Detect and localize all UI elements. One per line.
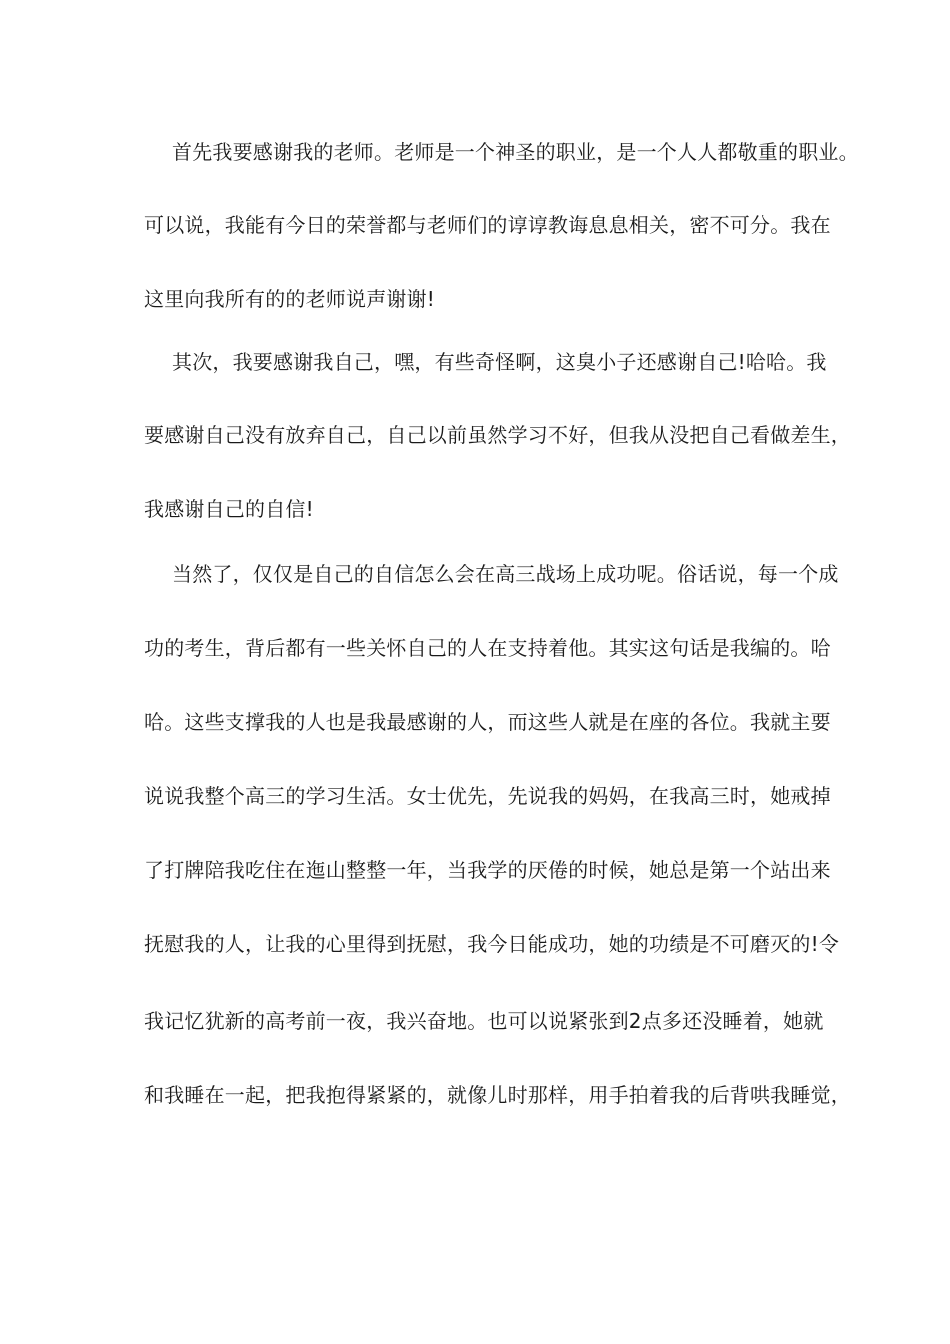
paragraph-3-line-4: 说说我整个高三的学习生活。女士优先，先说我的妈妈，在我高三时，她戒掉	[144, 784, 831, 808]
paragraph-3-line-5: 了打牌陪我吃住在迤山整整一年，当我学的厌倦的时候，她总是第一个站出来	[144, 858, 831, 882]
paragraph-1-line-2: 可以说，我能有今日的荣誉都与老师们的谆谆教诲息息相关，密不可分。我在	[144, 213, 831, 237]
paragraph-1-line-3: 这里向我所有的的老师说声谢谢!	[144, 287, 436, 311]
paragraph-3-line-8: 和我睡在一起，把我抱得紧紧的，就像儿时那样，用手拍着我的后背哄我睡觉，	[144, 1083, 851, 1107]
paragraph-2-line-1: 其次，我要感谢我自己，嘿，有些奇怪啊，这臭小子还感谢自己!哈哈。我	[172, 350, 827, 374]
paragraph-3-line-3: 哈。这些支撑我的人也是我最感谢的人，而这些人就是在座的各位。我就主要	[144, 710, 831, 734]
paragraph-3-line-2: 功的考生，背后都有一些关怀自己的人在支持着他。其实这句话是我编的。哈	[144, 636, 831, 660]
paragraph-2-line-3: 我感谢自己的自信!	[144, 497, 314, 521]
paragraph-3-line-1: 当然了，仅仅是自己的自信怎么会在高三战场上成功呢。俗话说，每一个成	[172, 562, 839, 586]
paragraph-3-line-7: 我记忆犹新的高考前一夜，我兴奋地。也可以说紧张到2点多还没睡着，她就	[144, 1009, 824, 1033]
paragraph-2-line-2: 要感谢自己没有放弃自己，自己以前虽然学习不好，但我从没把自己看做差生，	[144, 423, 851, 447]
paragraph-3-line-6: 抚慰我的人，让我的心里得到抚慰，我今日能成功，她的功绩是不可磨灭的!令	[144, 932, 840, 956]
paragraph-1-line-1: 首先我要感谢我的老师。老师是一个神圣的职业，是一个人人都敬重的职业。	[172, 140, 859, 164]
